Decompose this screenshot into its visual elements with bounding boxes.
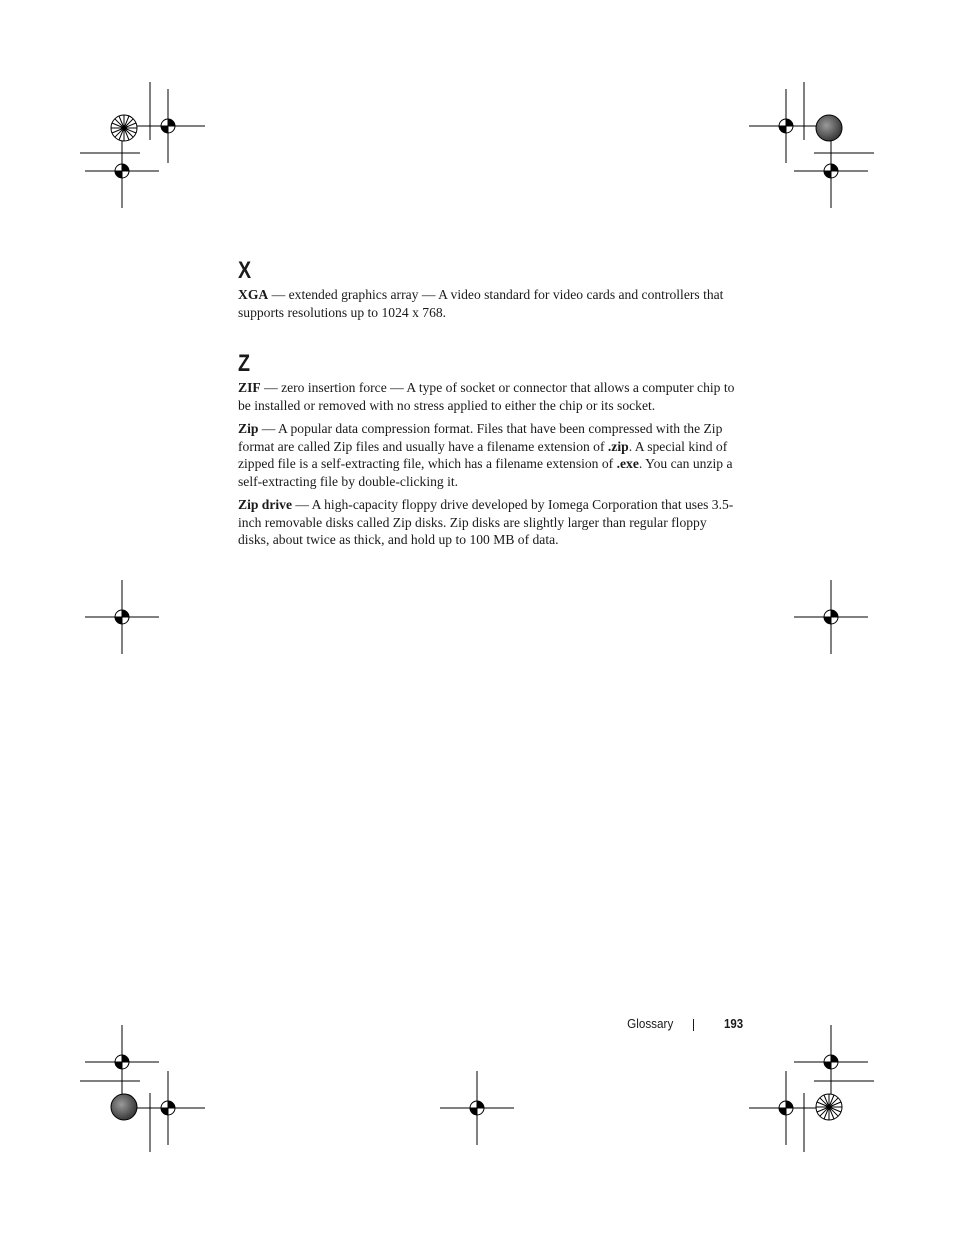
entry-term: Zip drive <box>238 497 293 512</box>
file-extension-zip: .zip <box>607 438 629 454</box>
entry-definition-part: . A special kind of zipped file is a self-extracting file, which has a filename extension of <box>238 438 728 471</box>
starburst-target-icon <box>111 115 137 141</box>
page-footer <box>560 1014 760 1034</box>
glossary-entry-zip-drive <box>238 496 738 549</box>
glossary-entry-zip <box>238 420 738 490</box>
file-extension-exe: .exe <box>616 456 639 471</box>
entry-definition: — A high-capacity floppy drive developed by Iomega Corporation that uses 3.5-inch removable disks called Zip disks. Zip disks are slightly larger than regular floppy disks, about twice as thick, and hold up to 100 MB of data. <box>238 497 734 547</box>
glossary-entry-xga <box>238 286 738 321</box>
section-heading-x: X <box>238 257 252 284</box>
page-number: 193 <box>724 1016 744 1031</box>
entry-definition-part: . You can unzip a self-extracting file by double-clicking it. <box>238 456 733 489</box>
footer-section-label: Glossary <box>626 1016 673 1031</box>
entry-definition: — zero insertion force — A type of socket or connector that allows a computer chip to be installed or removed with no stress applied to either the chip or its socket. <box>238 380 735 413</box>
entry-term: Zip <box>238 421 259 436</box>
starburst-target-icon <box>816 1094 842 1120</box>
entry-term: ZIF <box>238 380 261 395</box>
entry-definition-part: — A popular data compression format. Files that have been compressed with the Zip format are called Zip files and usually have a filename extension of <box>238 421 723 454</box>
section-heading-z: Z <box>238 350 251 377</box>
entry-definition: — extended graphics array — A video standard for video cards and controllers that supports resolutions up to 1024 x 768. <box>238 287 724 320</box>
glossary-content <box>238 256 738 555</box>
gray-color-ball-icon <box>111 1094 137 1120</box>
glossary-entry-zif <box>238 379 738 414</box>
footer-divider <box>693 1019 694 1031</box>
entry-term: XGA <box>238 287 269 302</box>
gray-color-ball-icon <box>816 115 842 141</box>
